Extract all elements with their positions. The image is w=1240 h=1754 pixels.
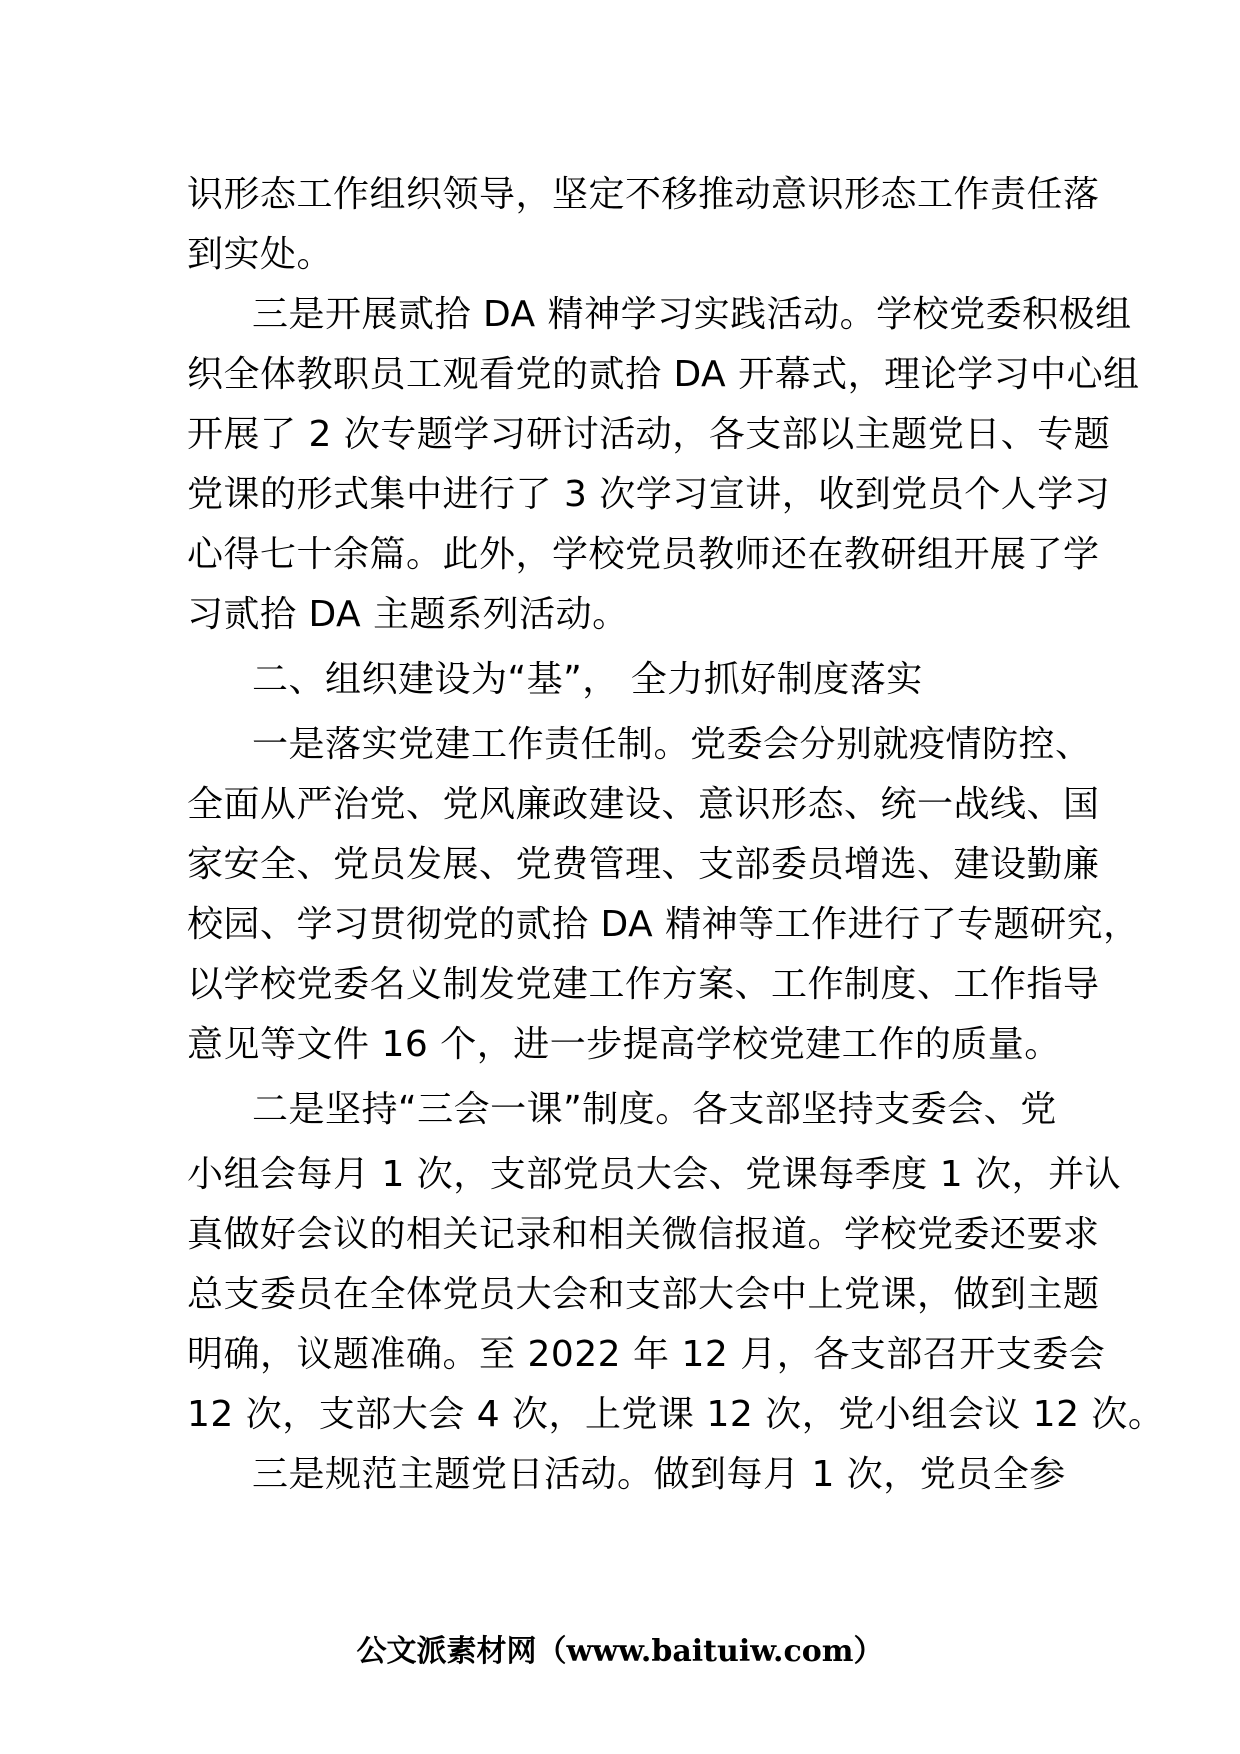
paragraph-line: 意见等文件 16 个，进一步提高学校党建工作的质量。 xyxy=(187,1024,1061,1065)
paragraph-line: 织全体教职员工观看党的贰拾 DA 开幕式，理论学习中心组 xyxy=(187,354,1140,395)
paragraph-line: 明确，议题准确。至 2022 年 12 月，各支部召开支委会 xyxy=(187,1334,1106,1375)
paragraph-line: 校园、学习贯彻党的贰拾 DA 精神等工作进行了专题研究， xyxy=(187,904,1140,945)
paragraph-line: 三是规范主题党日活动。做到每月 1 次，党员全参 xyxy=(252,1454,1066,1495)
paragraph-line: 家安全、党员发展、党费管理、支部委员增选、建设勤廉 xyxy=(187,844,1100,885)
section-heading: 二、组织建设为“基”， 全力抓好制度落实 xyxy=(252,659,923,700)
paragraph-line: 以学校党委名义制发党建工作方案、工作制度、工作指导 xyxy=(187,964,1100,1005)
paragraph-line: 三是开展贰拾 DA 精神学习实践活动。学校党委积极组 xyxy=(252,294,1132,335)
paragraph-line: 到实处。 xyxy=(187,234,334,275)
paragraph-line: 心得七十余篇。此外，学校党员教师还在教研组开展了学 xyxy=(187,534,1100,575)
paragraph-line: 党课的形式集中进行了 3 次学习宣讲，收到党员个人学习 xyxy=(187,474,1111,515)
watermark-footer: 公文派素材网（www.baituiw.com） xyxy=(356,1634,884,1669)
paragraph-line: 习贰拾 DA 主题系列活动。 xyxy=(187,594,629,635)
paragraph-line: 总支委员在全体党员大会和支部大会中上党课，做到主题 xyxy=(187,1274,1100,1315)
paragraph-line: 一是落实党建工作责任制。党委会分别就疫情防控、 xyxy=(252,724,1092,765)
paragraph-line: 识形态工作组织领导，坚定不移推动意识形态工作责任落 xyxy=(187,174,1100,215)
paragraph-line: 开展了 2 次专题学习研讨活动，各支部以主题党日、专题 xyxy=(187,414,1111,455)
paragraph-line: 全面从严治党、党风廉政建设、意识形态、统一战线、国 xyxy=(187,784,1100,825)
paragraph-line: 小组会每月 1 次，支部党员大会、党课每季度 1 次，并认 xyxy=(187,1154,1122,1195)
paragraph-line: 12 次，支部大会 4 次，上党课 12 次，党小组会议 12 次。 xyxy=(187,1394,1165,1435)
paragraph-line: 真做好会议的相关记录和相关微信报道。学校党委还要求 xyxy=(187,1214,1100,1255)
paragraph-line: 二是坚持“三会一课”制度。各支部坚持支委会、党 xyxy=(252,1089,1057,1130)
